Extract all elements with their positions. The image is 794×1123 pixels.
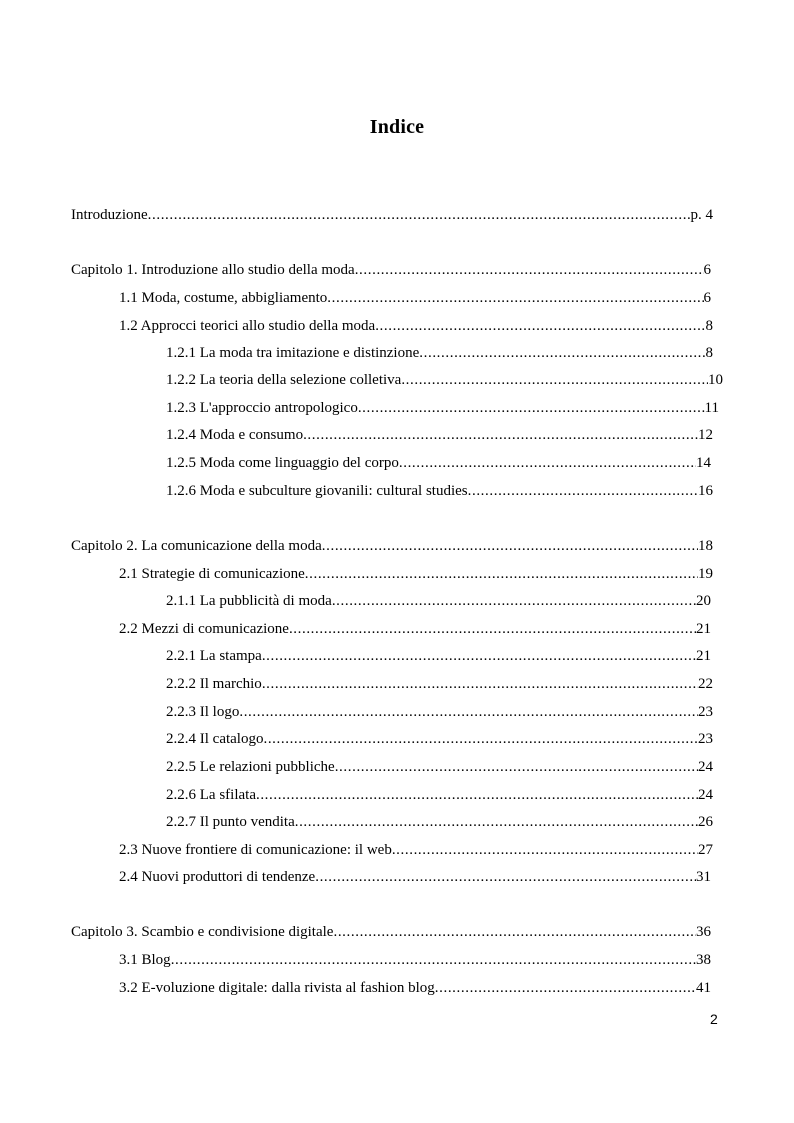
toc-entry-label: Capitolo 1. Introduzione allo studio della moda <box>71 262 355 278</box>
toc-leader-dots <box>332 591 696 611</box>
toc-entry[interactable] <box>119 619 711 639</box>
toc-entry-label: 2.3 Nuove frontiere di comunicazione: il web <box>119 842 392 858</box>
toc-entry-label: 1.2.5 Moda come linguaggio del corpo <box>166 455 399 471</box>
toc-entry-label: 2.1 Strategie di comunicazione <box>119 566 305 582</box>
toc-entry-page: 16 <box>698 483 713 499</box>
toc-entry-page: 8 <box>705 345 713 361</box>
toc-leader-dots <box>375 316 705 336</box>
toc-leader-dots <box>295 812 698 832</box>
toc-entry[interactable] <box>166 481 713 501</box>
toc-entry-page: 31 <box>696 869 711 885</box>
toc-entry[interactable] <box>166 453 711 473</box>
toc-entry-page: 11 <box>704 400 719 416</box>
toc-entry-label: 1.2.1 La moda tra imitazione e distinzione <box>166 345 420 361</box>
toc-leader-dots <box>401 370 708 390</box>
toc-entry[interactable] <box>166 674 713 694</box>
page-number: 2 <box>710 1011 718 1027</box>
toc-entry-page: 18 <box>698 538 713 554</box>
toc-entry-page: 21 <box>696 648 711 664</box>
toc-entry-label: 1.2.2 La teoria della selezione colletiva <box>166 372 402 388</box>
toc-entry-label: Capitolo 3. Scambio e condivisione digitale <box>71 924 334 940</box>
toc-leader-dots <box>335 757 698 777</box>
toc-leader-dots <box>355 260 704 280</box>
toc-leader-dots <box>148 205 691 225</box>
toc-entry-page: 41 <box>696 980 711 996</box>
toc-entry[interactable] <box>71 260 711 280</box>
toc-entry-label: 1.2.4 Moda e consumo <box>166 427 304 443</box>
toc-entry-page: 12 <box>698 427 713 443</box>
toc-entry[interactable] <box>119 840 713 860</box>
toc-entry-label: Capitolo 2. La comunicazione della moda <box>71 538 322 554</box>
toc-leader-dots <box>358 398 705 418</box>
toc-leader-dots <box>289 619 696 639</box>
toc-entry[interactable] <box>71 922 711 942</box>
toc-entry[interactable] <box>119 316 713 336</box>
toc-entry-label: Introduzione <box>71 207 148 223</box>
toc-entry-page: 20 <box>696 593 711 609</box>
toc-leader-dots <box>262 674 698 694</box>
toc-entry[interactable] <box>119 950 711 970</box>
toc-entry[interactable] <box>119 564 713 584</box>
toc-leader-dots <box>468 481 698 501</box>
toc-leader-dots <box>256 785 698 805</box>
toc-entry-page: 27 <box>698 842 713 858</box>
toc-leader-dots <box>322 536 698 556</box>
toc-entry-page: 21 <box>696 621 711 637</box>
toc-entry[interactable] <box>166 398 719 418</box>
toc-entry-label: 2.1.1 La pubblicità di moda <box>166 593 332 609</box>
toc-leader-dots <box>435 978 696 998</box>
toc-leader-dots <box>262 646 696 666</box>
toc-leader-dots <box>327 288 703 308</box>
toc-entry[interactable] <box>71 536 713 556</box>
toc-entry-page: 6 <box>703 262 711 278</box>
toc-leader-dots <box>303 425 698 445</box>
toc-leader-dots <box>419 343 705 363</box>
toc-entry-page: 38 <box>696 952 711 968</box>
toc-entry-label: 2.2.5 Le relazioni pubbliche <box>166 759 335 775</box>
toc-entry[interactable] <box>119 288 711 308</box>
toc-entry-page: 23 <box>698 704 713 720</box>
toc-entry[interactable] <box>119 978 711 998</box>
toc-entry[interactable] <box>166 591 711 611</box>
toc-entry[interactable] <box>166 702 713 722</box>
toc-entry-page: 26 <box>698 814 713 830</box>
toc-entry-page: 23 <box>698 731 713 747</box>
toc-entry-label: 2.2.7 Il punto vendita <box>166 814 295 830</box>
page-title: Indice <box>369 116 425 138</box>
toc-entry-page: 14 <box>696 455 711 471</box>
toc-entry-page: 24 <box>698 759 713 775</box>
toc-leader-dots <box>263 729 698 749</box>
toc-entry[interactable] <box>166 757 713 777</box>
toc-entry[interactable] <box>166 729 713 749</box>
toc-leader-dots <box>315 867 696 887</box>
toc-entry[interactable] <box>166 785 713 805</box>
toc-leader-dots <box>392 840 698 860</box>
toc-entry[interactable] <box>71 205 713 225</box>
toc-entry-label: 2.2.6 La sfilata <box>166 787 256 803</box>
toc-entry-label: 2.2.2 Il marchio <box>166 676 262 692</box>
toc-leader-dots <box>399 453 696 473</box>
toc-entry-label: 3.1 Blog <box>119 952 171 968</box>
toc-entry-page: 24 <box>698 787 713 803</box>
toc-leader-dots <box>333 922 696 942</box>
toc-entry-label: 1.2.3 L'approccio antropologico <box>166 400 358 416</box>
toc-entry[interactable] <box>166 370 723 390</box>
toc-leader-dots <box>239 702 698 722</box>
toc-entry-label: 1.2.6 Moda e subculture giovanili: cultural studies <box>166 483 468 499</box>
toc-entry[interactable] <box>166 425 713 445</box>
toc-entry[interactable] <box>166 343 713 363</box>
toc-entry-page: 10 <box>708 372 723 388</box>
toc-entry-label: 2.2.4 Il catalogo <box>166 731 264 747</box>
toc-entry[interactable] <box>119 867 711 887</box>
toc-entry-label: 1.2 Approcci teorici allo studio della moda <box>119 318 376 334</box>
toc-entry-label: 3.2 E-voluzione digitale: dalla rivista al fashion blog <box>119 980 435 996</box>
toc-entry[interactable] <box>166 646 711 666</box>
toc-entry-page: 36 <box>696 924 711 940</box>
toc-entry-page: 6 <box>703 290 711 306</box>
toc-entry-label: 2.2 Mezzi di comunicazione <box>119 621 289 637</box>
toc-leader-dots <box>305 564 698 584</box>
toc-entry-label: 2.4 Nuovi produttori di tendenze <box>119 869 316 885</box>
toc-entry-label: 2.2.3 Il logo <box>166 704 240 720</box>
toc-entry-page: p. 4 <box>690 207 713 223</box>
toc-entry-page: 8 <box>705 318 713 334</box>
toc-entry-page: 22 <box>698 676 713 692</box>
toc-entry-page: 19 <box>698 566 713 582</box>
toc-leader-dots <box>171 950 696 970</box>
toc-entry-label: 2.2.1 La stampa <box>166 648 262 664</box>
toc-entry[interactable] <box>166 812 713 832</box>
toc-entry-label: 1.1 Moda, costume, abbigliamento <box>119 290 328 306</box>
